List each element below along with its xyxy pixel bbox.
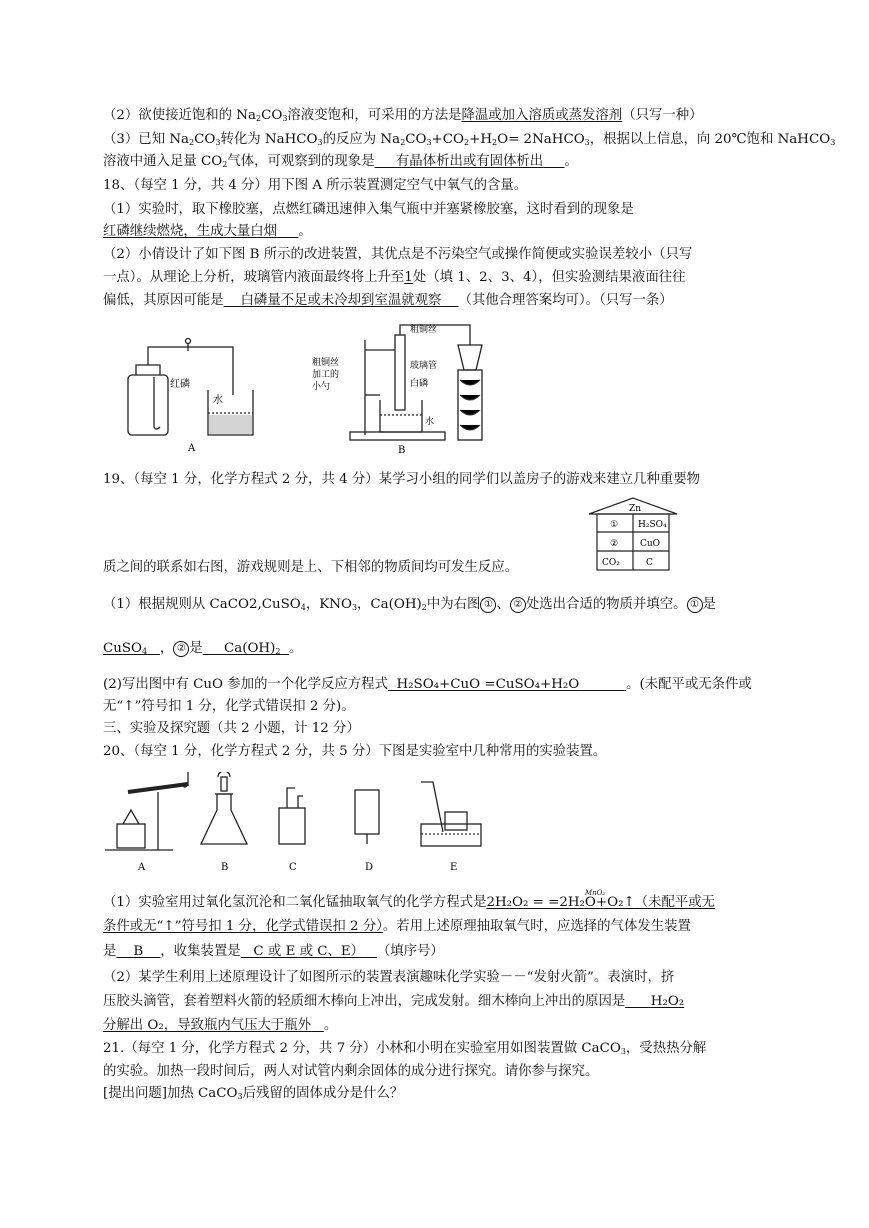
- q20-part1-answers: 是 B ，收集装置是 C 或 E 或 C、E） （填序号）: [103, 944, 444, 959]
- house-slot-1: ①: [610, 520, 619, 530]
- q19-part2-cont: 无“↑”符号扣 1 分，化学式错误扣 2 分)。: [103, 699, 355, 714]
- q19-heading-cont: 质之间的联系如右图，游戏规则是上、下相邻的物质间均可发生反应。: [103, 560, 519, 575]
- house-h2so4: H₂SO₄: [638, 520, 667, 530]
- apparatus-label-e: E: [450, 862, 458, 873]
- q18-part1: （1）实验时，取下橡胶塞，点燃红磷迅速伸入集气瓶中并塞紧橡胶塞，这时看到的现象是: [103, 202, 634, 217]
- label-water: 水: [213, 395, 223, 406]
- q18-part1-answer: 红磷继续燃烧，生成大量白烟 。: [103, 224, 312, 239]
- answer-blank: 降温或加入溶质或蒸发溶剂: [461, 108, 623, 123]
- apparatus-label-c: C: [289, 862, 297, 873]
- house-c: C: [646, 558, 653, 568]
- label-hook-3: 小勺: [312, 382, 331, 392]
- q19-part1: （1）根据规则从 CaCO2,CuSO$_4$，$KNO_3$，$Ca(OH)_2$中为右图 ① 、 ② 处选出合适的物质并填空。 ① 是: [103, 597, 716, 612]
- q21-question: [提出问题]加热 CaCO$_3$后残留的固体成分是什么？: [103, 1086, 404, 1101]
- apparatus-figure-b: [310, 320, 510, 455]
- q18-part2-line3: 偏低，其原因可能是 白磷量不足或未冷却到室温就观察 （其他合理答案均可）。（只写一条）: [103, 293, 673, 308]
- q19-heading: 19、（每空 1 分，化学方程式 2 分，共 4 分）某学习小组的同学们以盖房子的游戏来建立几种重要物: [103, 472, 701, 487]
- q21-heading: 21.（每空 1 分，化学方程式 2 分，共 7 分）小林和小明在实验室用如图装置做 CaCO$_3$，受热热分解: [103, 1041, 707, 1056]
- q20-part1-cont: 条件或无“↑”符号扣 1 分，化学式错误扣 2 分）。若用上述原理抽取氧气时，应选择的气体发生装置: [103, 919, 691, 934]
- q19-part2: (2)写出图中有 CuO 参加的一个化学反应方程式 H₂SO₄+CuO =CuSO₄+H₂O 。(未配平或无条件或: [103, 677, 752, 692]
- house-cuo: CuO: [640, 539, 661, 549]
- apparatus-label-d: D: [365, 862, 374, 873]
- q19-part1-answers: CuSO$_4$ ， ② 是 $Ca(OH)_2$ 。: [103, 641, 303, 656]
- apparatus-label-b: B: [221, 862, 229, 873]
- caption-b: B: [398, 445, 406, 455]
- q20-part1: （1）实验室用过氧化氢沉沦和二氧化锰抽取氧气的化学方程式是2H₂O₂ = =2H₂O+O₂↑（未配平或无: [103, 895, 716, 910]
- catalyst-label: MnO₂: [585, 889, 606, 897]
- house-slot-2: ②: [610, 539, 619, 549]
- house-roof: Zn: [629, 504, 642, 514]
- section-3-heading: 三、实验及探究题（共 2 小题，计 12 分）: [103, 721, 360, 736]
- q18-heading: 18、（每空 1 分，共 4 分）用下图 A 所示装置测定空气中氧气的含量。: [103, 178, 528, 193]
- lab-apparatus-row: [103, 772, 498, 876]
- q20-part2-line2: 压胶头滴管，套着塑料火箭的轻质细木棒向上冲出，完成发射。细木棒向上冲出的原因是 H₂O₂: [103, 994, 685, 1009]
- label-red-phosphorus: 红磷: [170, 379, 190, 390]
- q20-heading: 20、（每空 1 分，化学方程式 2 分，共 5 分）下图是实验室中几种常用的实验装置。: [103, 744, 607, 759]
- house-co2: CO₂: [602, 558, 620, 568]
- house-diagram: [583, 496, 683, 572]
- q17-part3: （3）已知 $Na_2CO_3$转化为 NaHCO$_3$的反应为 $Na_2CO_3+CO_2+H_2O=$ 2NaHCO$_3$，根据以上信息，向 20℃饱和 NaHCO$_3$: [103, 132, 836, 147]
- q20-part2: （2）某学生利用上述原理设计了如图所示的装置表演趣味化学实验－－“发射火箭”。表演时，挤: [103, 970, 675, 985]
- q17-part3-cont: 溶液中通入足量 $CO_2$气体，可观察到的现象是 有晶体析出或有固体析出 。: [103, 154, 578, 169]
- label-thick-copper-wire: 粗铜丝: [410, 325, 438, 335]
- apparatus-figure-a: [118, 335, 268, 453]
- apparatus-label-a: A: [138, 862, 146, 873]
- label-hook-1: 粗铜丝: [312, 358, 340, 368]
- q20-part2-line3: 分解出 O₂，导致瓶内气压大于瓶外 。: [103, 1018, 338, 1033]
- caption-a: A: [188, 443, 196, 453]
- q21-heading-cont: 的实验。加热一段时间后，两人对试管内剩余固体的成分进行探究。请你参与探究。: [103, 1064, 599, 1079]
- answer-blank: 有晶体析出或有固体析出: [395, 154, 544, 169]
- label-glass-tube: 玻璃管: [410, 361, 438, 371]
- label-hook-2: 加工的: [312, 370, 340, 380]
- q17-part2: （2）欲使接近饱和的 $Na_2CO_3$溶液变饱和，可采用的方法是降温或加入溶质或蒸发溶剂（只写一种）: [103, 108, 703, 123]
- label-white-phosphorus: 白磷: [410, 379, 429, 389]
- q18-part2: （2）小倩设计了如下图 B 所示的改进装置，其优点是不污染空气或操作简便或实验误差较小（只写: [103, 247, 693, 262]
- label-water: 水: [425, 417, 435, 427]
- q18-part2-line2: 一点）。从理论上分析，玻璃管内液面最终将上升至1处（填 1、2、3、4），但实验测结果液面往往: [103, 270, 686, 285]
